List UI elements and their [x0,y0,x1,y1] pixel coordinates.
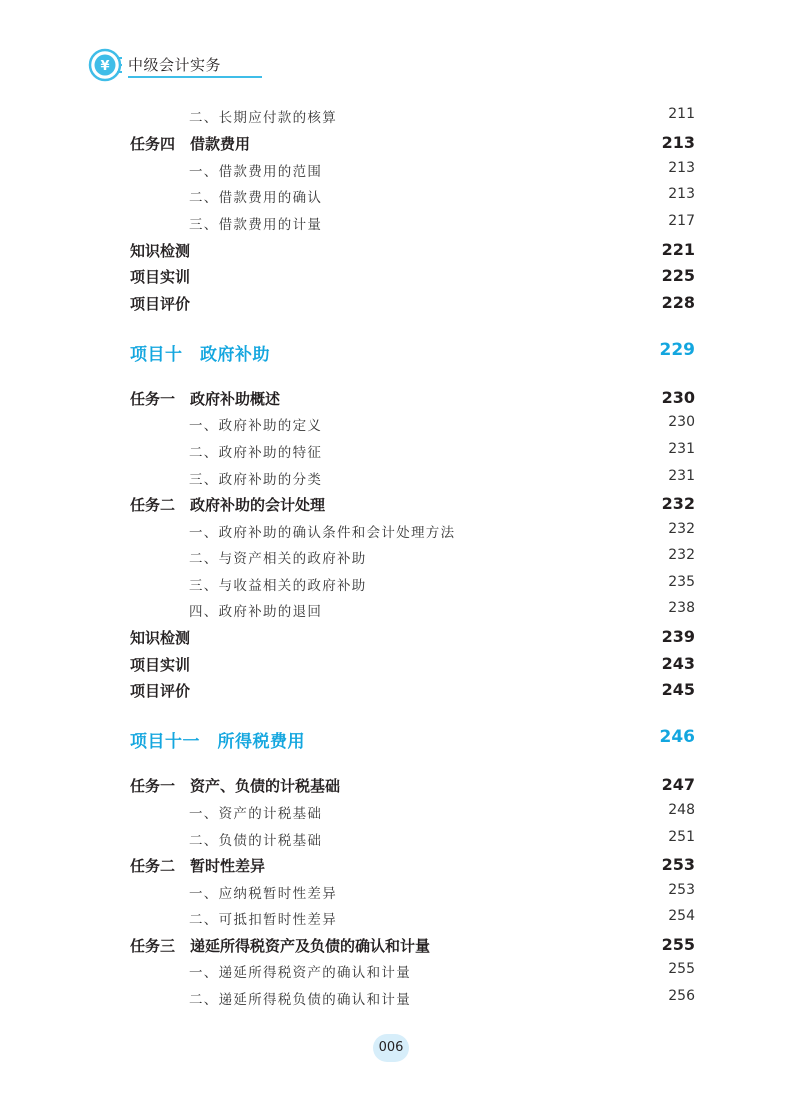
toc-task-entry [0,627,800,651]
toc-entry-page: 253 [661,855,695,874]
toc-task-entry [0,240,800,264]
toc-entry-page: 238 [668,600,695,616]
toc-entry-page: 255 [661,935,695,954]
toc-entry-title: 二、政府补助的特征 [189,445,323,461]
toc-task-entry [0,494,800,518]
toc-entry-title: 知识检测 [130,629,191,647]
toc-sub-entry [0,521,800,545]
toc-sub-entry [0,213,800,237]
toc-entry-page: 217 [668,213,695,229]
toc-project-entry [0,727,800,751]
toc-entry-page: 229 [659,340,695,360]
toc-entry-title: 一、政府补助的定义 [189,418,323,434]
toc-task-entry [0,680,800,704]
toc-entry-title: 一、递延所得税资产的确认和计量 [189,965,411,981]
toc-task-entry [0,654,800,678]
toc-sub-entry [0,414,800,438]
toc-sub-entry [0,961,800,985]
toc-entry-title: 知识检测 [130,242,191,260]
header-underline [128,76,262,78]
toc-entry-page: 213 [661,133,695,152]
toc-sub-entry [0,600,800,624]
toc-sub-entry [0,441,800,465]
toc-entry-title: 一、应纳税暂时性差异 [189,886,337,902]
toc-entry-title: 四、政府补助的退回 [189,604,323,620]
toc-entry-title: 任务三 递延所得税资产及负债的确认和计量 [130,937,431,955]
toc-entry-page: 235 [668,574,695,590]
toc-entry-page: 256 [668,988,695,1004]
toc-entry-title: 一、资产的计税基础 [189,806,323,822]
toc-entry-page: 245 [661,680,695,699]
toc-sub-entry [0,160,800,184]
toc-sub-entry [0,106,800,130]
toc-entry-page: 232 [668,547,695,563]
toc-entry-title: 三、政府补助的分类 [189,472,323,488]
toc-entry-page: 248 [668,802,695,818]
toc-entry-page: 239 [661,627,695,646]
toc-entry-title: 一、借款费用的范围 [189,164,323,180]
toc-project-entry [0,340,800,364]
toc-entry-page: 253 [668,882,695,898]
toc-task-entry [0,388,800,412]
svg-text:¥: ¥ [100,59,110,74]
toc-sub-entry [0,908,800,932]
toc-task-entry [0,133,800,157]
toc-sub-entry [0,468,800,492]
toc-entry-page: 255 [668,961,695,977]
toc-entry-page: 243 [661,654,695,673]
toc-task-entry [0,855,800,879]
page-number: 006 [373,1034,409,1062]
toc-entry-page: 225 [661,266,695,285]
toc-entry-title: 二、递延所得税负债的确认和计量 [189,992,411,1008]
toc-entry-title: 项目评价 [130,682,191,700]
toc-entry-title: 任务一 政府补助概述 [130,390,281,408]
book-title: 中级会计实务 [128,56,222,74]
toc-sub-entry [0,802,800,826]
toc-entry-page: 246 [659,727,695,747]
toc-entry-title: 三、与收益相关的政府补助 [189,578,367,594]
toc-sub-entry [0,829,800,853]
toc-entry-page: 211 [668,106,695,122]
toc-task-entry [0,935,800,959]
toc-entry-page: 231 [668,441,695,457]
toc-entry-title: 二、可抵扣暂时性差异 [189,912,337,928]
toc-task-entry [0,775,800,799]
toc-entry-title: 项目评价 [130,295,191,313]
toc-entry-page: 247 [661,775,695,794]
toc-entry-page: 228 [661,293,695,312]
toc-entry-page: 221 [661,240,695,259]
toc-sub-entry [0,988,800,1012]
toc-task-entry [0,293,800,317]
toc-entry-title: 任务二 政府补助的会计处理 [130,496,326,514]
toc-entry-title: 一、政府补助的确认条件和会计处理方法 [189,525,456,541]
toc-entry-title: 二、负债的计税基础 [189,833,323,849]
toc-entry-title: 项目实训 [130,268,191,286]
toc-entry-page: 254 [668,908,695,924]
toc-entry-title: 任务四 借款费用 [130,135,251,153]
toc-entry-title: 三、借款费用的计量 [189,217,323,233]
yen-coin-icon [88,48,122,82]
toc-entry-title: 任务一 资产、负债的计税基础 [130,777,341,795]
toc-entry-title: 项目十一 所得税费用 [130,732,305,752]
toc-entry-title: 二、长期应付款的核算 [189,110,337,126]
toc-entry-page: 213 [668,160,695,176]
toc-entry-title: 任务二 暂时性差异 [130,857,266,875]
toc-entry-title: 二、借款费用的确认 [189,190,323,206]
running-header [88,48,228,82]
toc-entry-page: 232 [668,521,695,537]
toc-sub-entry [0,547,800,571]
toc-task-entry [0,266,800,290]
toc-entry-page: 230 [668,414,695,430]
toc-sub-entry [0,186,800,210]
toc-entry-title: 二、与资产相关的政府补助 [189,551,367,567]
toc-entry-title: 项目十 政府补助 [130,345,270,365]
toc-entry-title: 项目实训 [130,656,191,674]
toc-entry-page: 232 [661,494,695,513]
toc-sub-entry [0,882,800,906]
toc-entry-page: 251 [668,829,695,845]
toc-entry-page: 231 [668,468,695,484]
toc-entry-page: 230 [661,388,695,407]
toc-sub-entry [0,574,800,598]
toc-entry-page: 213 [668,186,695,202]
